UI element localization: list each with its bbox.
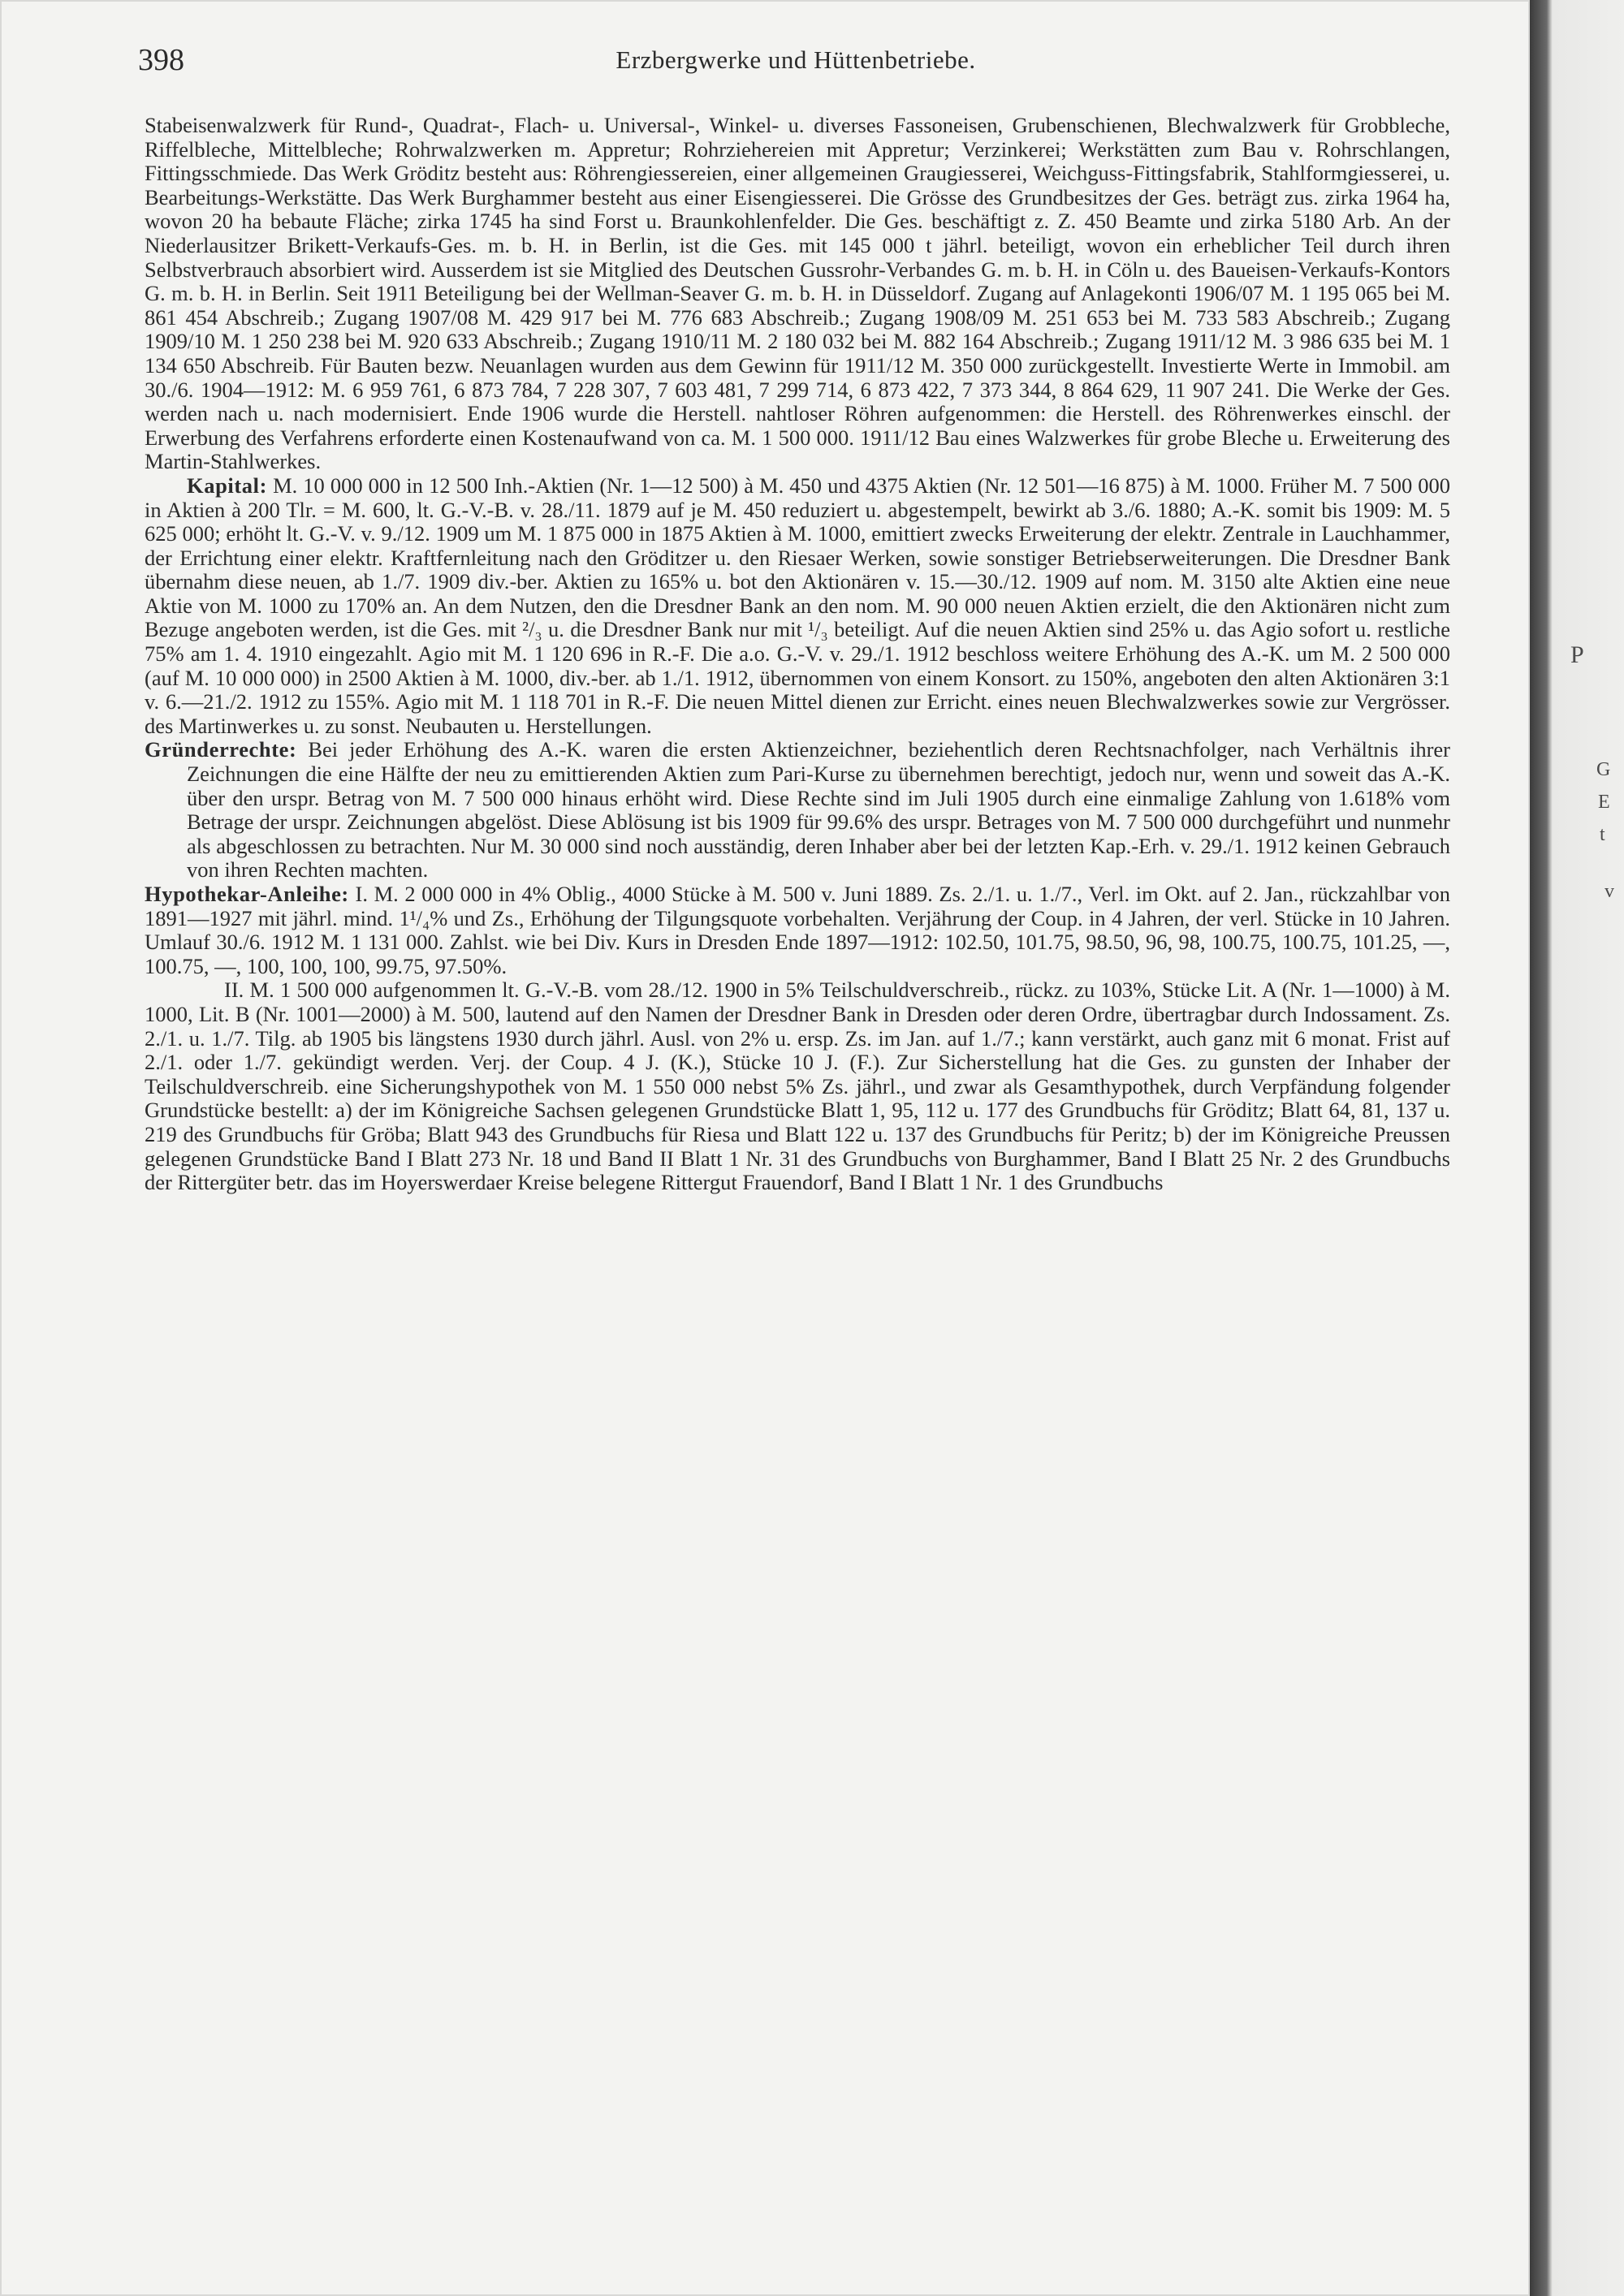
- gutter-letter: t: [1600, 824, 1605, 845]
- paragraph-hypothekar-anleihe: [145, 883, 1450, 978]
- section-label-gruenderrechte: Gründerrechte:: [145, 737, 297, 762]
- gutter-letter: P: [1570, 641, 1584, 668]
- paragraph-text: Stabeisenwalzwerk für Rund-, Quadrat-, Flach- u. Universal-, Winkel- u. diverses Fassoneisen, Grubenschienen, Blechwalzwerk für Grobbleche, Riffelbleche, Mittelbleche; Rohrwalzwerken m. Appretur; Rohrziehereien mit Appretur; Verzinkerei; Werkstätten zum Bau v. Rohrschlangen, Fittingsschmiede. Das Werk Gröditz besteht aus: Röhrengiessereien, einer allgemeinen Graugiesserei, Weichguss-Fittingsfabrik, Stahlformgiesserei, u. Bearbeitungs-Werkstätte. Das Werk Burghammer besteht aus einer Eisengiesserei. Die Grösse des Grundbesitzes der Ges. beträgt zus. zirka 1964 ha, wovon 20 ha bebaute Fläche; zirka 1745 ha sind Forst u. Braunkohlenfelder. Die Ges. beschäftigt z. Z. 450 Beamte und zirka 5180 Arb. An der Niederlausitzer Brikett-Verkaufs-Ges. m. b. H. in Berlin, ist die Ges. mit 145 000 t jährl. beteiligt, wovon ein erheblicher Teil durch ihren Selbstverbrauch absorbiert wird. Ausserdem ist sie Mitglied des Deutschen Gussrohr-Verbandes G. m. b. H. in Cöln u. des Baueisen-Verkaufs-Kontors G. m. b. H. in Berlin. Seit 1911 Beteiligung bei der Wellman-Seaver G. m. b. H. in Düsseldorf. Zugang auf Anlagekonti 1906/07 M. 1 195 065 bei M. 861 454 Abschreib.; Zugang 1907/08 M. 429 917 bei M. 776 683 Abschreib.; Zugang 1908/09 M. 251 653 bei M. 733 583 Abschreib.; Zugang 1909/10 M. 1 250 238 bei M. 920 633 Abschreib.; Zugang 1910/11 M. 2 180 032 bei M. 882 164 Abschreib.; Zugang 1911/12 M. 3 986 635 bei M. 1 134 650 Abschreib. Für Bauten bezw. Neuanlagen wurden aus dem Gewinn für 1911/12 M. 350 000 zurückgestellt. Investierte Werte in Immobil. am 30./6. 1904—1912: M. 6 959 761, 6 873 784, 7 228 307, 7 603 481, 7 299 714, 6 873 422, 7 373 344, 8 864 629, 11 907 241. Die Werke der Ges. werden nach u. nach modernisiert. Ende 1906 wurde die Herstell. nahtloser Röhren aufgenommen: die Herstell. des Röhrenwerkes einschl. der Erwerbung des Verfahrens erforderte einen Kostenaufwand von ca. M. 1 500 000. 1911/12 Bau eines Walzwerkes für grobe Bleche u. Erweiterung des Martin-Stahlwerkes.: [145, 113, 1450, 474]
- paragraph-text: II. M. 1 500 000 aufgenommen lt. G.-V.-B. vom 28./12. 1900 in 5% Teilschuldverschreib., rückz. zu 103%, Stücke Lit. A (Nr. 1—1000) à M. 1000, Lit. B (Nr. 1001—2000) à M. 500, lautend auf den Namen der Dresdner Bank in Dresden oder deren Ordre, übertragbar durch Indossament. Zs. 2./1. u. 1./7. Tilg. ab 1905 bis längstens 1930 durch jährl. Ausl. von 2% u. ersp. Zs. im Jan. auf 1./7.; kann verstärkt, auch ganz mit 6 monat. Frist auf 2./1. oder 1./7. gekündigt werden. Verj. der Coup. 4 J. (K.), Stücke 10 J. (F.). Zur Sicherstellung hat die Ges. zu gunsten der Inhaber der Teilschuldverschreib. eine Sicherungshypothek von M. 1 550 000 nebst 5% Zs. jährl., und zwar als Gesamthypothek, durch Verpfändung folgender Grundstücke bestellt: a) der im Königreiche Sachsen gelegenen Grundstücke Blatt 1, 95, 112 u. 177 des Grundbuchs für Gröditz; Blatt 64, 81, 137 u. 219 des Grundbuchs für Gröba; Blatt 943 des Grundbuchs für Riesa und Blatt 122 u. 137 des Grundbuchs für Peritz; b) der im Königreiche Preussen gelegenen Grundstücke Band I Blatt 273 Nr. 18 und Band II Blatt 1 Nr. 31 des Grundbuchs von Burghammer, Band I Blatt 25 Nr. 2 des Grundbuchs der Rittergüter betr. das im Hoyerswerdaer Kreise belegene Rittergut Frauendorf, Band I Blatt 1 Nr. 1 des Grundbuchs: [145, 978, 1450, 1195]
- paragraph-text: M. 10 000 000 in 12 500 Inh.-Aktien (Nr. 1—12 500) à M. 450 und 4375 Aktien (Nr. 12 501—16 875) à M. 1000. Früher M. 7 500 000 in Aktien à 200 Tlr. = M. 600, lt. G.-V.-B. v. 28./11. 1879 auf je M. 450 reduziert u. abgestempelt, bewirkt ab 3./6. 1880; A.-K. somit bis 1909: M. 5 625 000; erhöht lt. G.-V. v. 9./12. 1909 um M. 1 875 000 in 1875 Aktien à M. 1000, emittiert zwecks Erweiterung der elektr. Zentrale in Lauchhammer, der Errichtung einer elektr. Kraftfernleitung nach den Gröditzer u. den Riesaer Werken, sowie sonstiger Betriebserweiterungen. Die Dresdner Bank übernahm diese neuen, ab 1./7. 1909 div.-ber. Aktien zu 165% u. bot den Aktionären v. 15.—30./12. 1909 auf nom. M. 3150 alte Aktien eine neue Aktie von M. 1000 zu 170% an. An dem Nutzen, den die Dresdner Bank an den nom. M. 90 000 neuen Aktien erzielt, die den Aktionären nicht zum Bezuge angeboten werden, ist die Ges. mit ²/₃ u. die Dresdner Bank nur mit ¹/₃ beteiligt. Auf die neuen Aktien sind 25% u. das Agio sofort u. restliche 75% am 1. 4. 1910 eingezahlt. Agio mit M. 1 120 696 in R.-F. Die a.o. G.-V. v. 29./1. 1912 beschloss weitere Erhöhung des A.-K. um M. 2 500 000 (auf M. 10 000 000) in 2500 Aktien à M. 1000, div.-ber. ab 1./1. 1912, übernommen von einem Konsort. zu 150%, angeboten den alten Aktionären 3:1 v. 6.—21./2. 1912 zu 155%. Agio mit M. 1 118 701 in R.-F. Die neuen Mittel dienen zur Erricht. eines neuen Blechwalzwerkes sowie zur Vergrösser. des Martinwerkes u. zu sonst. Neubauten u. Herstellungen.: [145, 473, 1450, 738]
- running-title: Erzbergwerke und Hüttenbetriebe.: [615, 45, 976, 74]
- gutter-letter: E: [1598, 792, 1610, 813]
- paragraph-text: Bei jeder Erhöhung des A.-K. waren die ersten Aktienzeichner, beziehentlich deren Rechtsnachfolger, nach Verhältnis ihrer Zeichnungen die eine Hälfte der neu zu emittierenden Aktien zum Pari-Kurse zu übernehmen berechtigt, jedoch nur, wenn und soweit das A.-K. über den urspr. Betrag von M. 7 500 000 hinaus erhöht wird. Diese Rechte sind im Juli 1905 durch eine einmalige Zahlung von 1.618% vom Betrage der urspr. Zeichnungen abgelöst. Diese Ablösung ist bis 1909 für 99.6% des urspr. Betrages von M. 7 500 000 durchgeführt und nunmehr als abgeschlossen zu betrachten. Nur M. 30 000 sind noch ausständig, deren Inhaber aber bei der letzten Kap.-Erh. v. 29./1. 1912 keinen Gebrauch von ihren Rechten machten.: [187, 737, 1450, 883]
- gutter-letter: v: [1605, 881, 1614, 902]
- paragraph-anleihe-ii: [145, 978, 1450, 1194]
- paragraph-works-description: [145, 114, 1450, 474]
- paragraph-text: I. M. 2 000 000 in 4% Oblig., 4000 Stücke à M. 500 v. Juni 1889. Zs. 2./1. u. 1./7., Verl. im Okt. auf 2. Jan., rückzahlbar von 1891—1927 mit jährl. mind. 1¹/₄% und Zs., Erhöhung der Tilgungsquote vorbehalten. Verjährung der Coup. in 4 Jahren, der verl. Stücke in 10 Jahren. Umlauf 30./6. 1912 M. 1 131 000. Zahlst. wie bei Div. Kurs in Dresden Ende 1897—1912: 102.50, 101.75, 98.50, 96, 98, 100.75, 100.75, 101.25, —, 100.75, —, 100, 100, 100, 99.75, 97.50%.: [145, 882, 1450, 978]
- section-label-hypothekar-anleihe: Hypothekar-Anleihe:: [145, 882, 349, 906]
- gutter-letter: G: [1596, 759, 1611, 780]
- page-number: 398: [138, 43, 184, 77]
- page-header: [138, 42, 1453, 83]
- section-label-kapital: Kapital:: [187, 473, 268, 498]
- body-text: [145, 114, 1450, 1195]
- adjacent-page-edge: [1530, 0, 1624, 2296]
- paragraph-kapital: [145, 474, 1450, 739]
- paragraph-gruenderrechte: [145, 738, 1450, 883]
